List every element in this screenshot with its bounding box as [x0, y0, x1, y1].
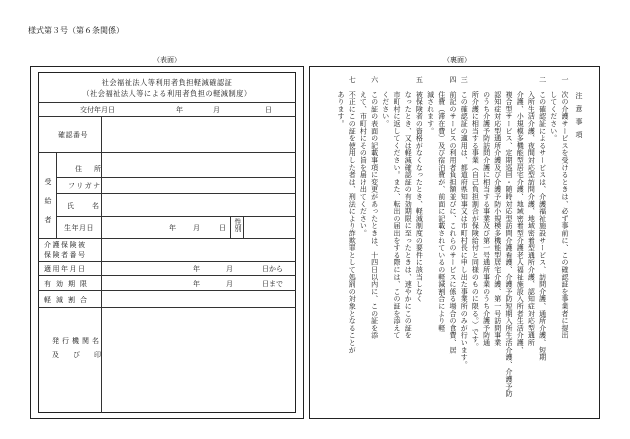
note-line: 入所生活介護、夜間対応型訪問介護、地域密着型通所介護、認知症対応型通所	[527, 76, 536, 347]
apply-year: 年	[193, 265, 200, 273]
valid-year: 年	[193, 280, 200, 288]
note-line: 複合型サービス、定期巡回・随時対応型訪問介護看護、介護予防短期入所生活介護、介護予防	[505, 76, 513, 398]
name-label: 氏名	[67, 202, 117, 210]
note-line: なったとき、又は軽減確認証の有効期限に至ったときは、速やかにこの証を	[404, 76, 413, 339]
furigana-label: フリガナ	[68, 182, 102, 190]
issuer-label-2: 及び印	[52, 351, 115, 359]
note-line: のうち介護予防訪問介護に相当する事業及び第一号通所事業のうち介護予防通	[482, 76, 491, 347]
issue-date-year: 年	[176, 106, 183, 114]
note-line: 所介護に相当する事業（自己負担割合が保険給付と同様のものに限る。）です。	[471, 76, 480, 350]
note-line: 七 不正にこの証を使用した者は、刑法により詐欺罪として処罰の対象となることが	[348, 76, 357, 354]
apply-date-label: 適用年月日	[44, 265, 87, 273]
note-line: 住費（滞在費）及び宿泊費が、前面に記載されているの軽減割合により軽	[437, 76, 446, 332]
note-line: 五 被保険者の資格がなくなったとき、軽減制度の要件に該当しなく	[415, 76, 424, 303]
note-line: えて、市町村にその旨を届け出てください。	[359, 76, 368, 237]
birth-month: 月	[193, 224, 200, 232]
insured-number-label-1: 介護保険被	[44, 241, 87, 249]
note-line: 減されます。	[426, 76, 435, 135]
notes-heading: 注意事項	[575, 92, 583, 144]
reduction-rate-label: 軽減割合	[44, 296, 92, 304]
issue-date-day: 日	[265, 106, 272, 114]
apply-month: 月	[226, 265, 233, 273]
front-label: （表面）	[153, 56, 181, 64]
note-line: あります。	[337, 76, 345, 128]
note-line: 二 この確認証によるサービスは、介護福祉施設サービス、訪問介護、通所介護、短期	[538, 76, 547, 361]
note-line: 認知症対応型通所介護及び介護予防小規模多機能型居宅介護、第一号訪問事業	[493, 76, 502, 347]
note-line: 六 この証の表面の記載事項に変更があったときは、十四日以内に、この証を添	[370, 76, 379, 339]
note-line: 市町村に返してください。また、転出の届出をする際には、この証を添えて	[393, 76, 401, 339]
note-line: ください。	[381, 76, 390, 128]
note-line: 介護、小規模多機能型居宅介護、地域密着型介護老人福祉施設入所者生活介護、	[516, 76, 525, 354]
confirmation-number-label: 確認番号	[58, 131, 88, 139]
issue-date-month: 月	[213, 106, 220, 114]
insured-number-label-2: 保険者番号	[44, 251, 87, 259]
valid-period-label: 有効期限	[44, 280, 92, 288]
sex-label: 性別	[234, 218, 242, 232]
birth-year: 年	[169, 224, 176, 232]
note-line: 四 前記のサービスの利用者負担額並びに、これらのサービスに係る場合の食費、居	[449, 76, 457, 354]
card-title-line1: 社会福祉法人等利用者負担軽減確認証	[101, 78, 233, 87]
note-line: 三 この確認証の適用は、都道府県知事又は市町村長に申し出た事業所のみが行います。	[460, 76, 469, 368]
issue-date-label: 交付年月日	[80, 106, 115, 114]
card-title-line2: （社会福祉法人等による利用者負担の軽減制度）	[82, 89, 252, 98]
back-label: （裏面）	[443, 56, 471, 64]
birth-day: 日	[219, 224, 226, 232]
note-line: してください。	[549, 76, 558, 142]
apply-from: 日から	[262, 265, 283, 273]
birth-date-label: 生年月日	[64, 224, 94, 232]
recipient-label: 受給者	[44, 178, 52, 235]
form-number: 様式第３号（第６条関係）	[28, 26, 124, 35]
address-label: 住所	[75, 165, 113, 173]
valid-until: 日まで	[262, 280, 283, 288]
valid-month: 月	[226, 280, 233, 288]
issuer-label-1: 発行機関名	[52, 337, 102, 345]
note-line: 一 次の介護サービスを受けるときは、必ず事前に、この確認証を事業者に提出	[561, 76, 569, 339]
